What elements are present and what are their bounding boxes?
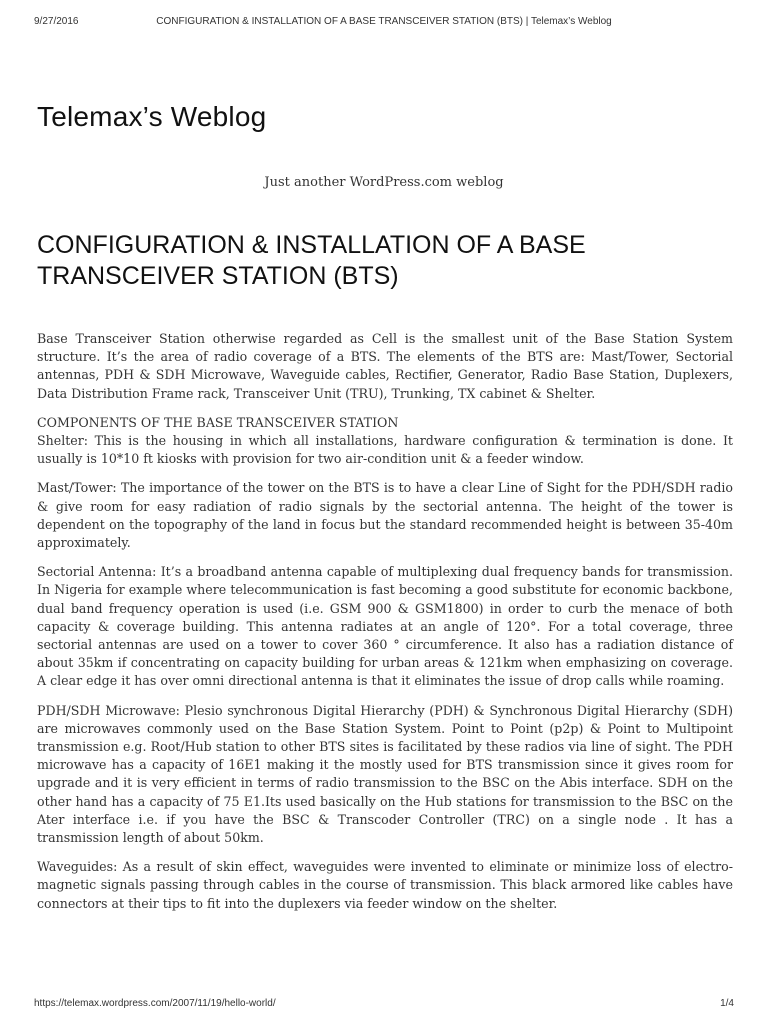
post-paragraph-waveguides: Waveguides: As a result of skin effect, waveguides were invented to eliminate or minimize loss of electro-magnetic signals passing through cables in the course of transmission. This black armored like cables have connectors at their tips to fit into the duplexers via feeder window on the shelter. [37, 859, 733, 911]
post-body [37, 330, 733, 924]
section-heading-components: COMPONENTS OF THE BASE TRANSCEIVER STATION [37, 414, 399, 430]
page-number: 1/4 [720, 998, 734, 1009]
print-footer [34, 998, 734, 1012]
print-date: 9/27/2016 [34, 16, 79, 27]
blog-title-link[interactable]: Telemax’s Weblog [37, 101, 267, 132]
post-paragraph-shelter: Shelter: This is the housing in which all installations, hardware configuration & termination is done. It usually is 10*10 ft kiosks with provision for two air-condition unit & a feeder window. [37, 433, 733, 467]
post-title: CONFIGURATION & INSTALLATION OF A BASE TRANSCEIVER STATION (BTS) [37, 231, 586, 290]
post-paragraph-intro: Base Transceiver Station otherwise regarded as Cell is the smallest unit of the Base Station System structure. It’s the area of radio coverage of a BTS. The elements of the BTS are: Mast/Tower, Sectorial antennas, PDH & SDH Microwave, Waveguide cables, Rectifier, Generator, Radio Base Station, Duplexers, Data Distribution Frame rack, Transceiver Unit (TRU), Trunking, TX cabinet & Shelter. [37, 331, 733, 401]
post-paragraph-microwave: PDH/SDH Microwave: Plesio synchronous Digital Hierarchy (PDH) & Synchronous Digital Hierarchy (SDH) are microwaves commonly used on the Base Station System. Point to Point (p2p) & Point to Multipoint transmission e.g. Root/Hub station to other BTS sites is facilitated by these radios via line of sight. The PDH microwave has a capacity of 16E1 making it the mostly used for BTS transmission since it gives room for upgrade and it is very efficient in terms of radio transmission to the BSC on the Abis interface. SDH on the other hand has a capacity of 75 E1.Its used basically on the Hub stations for transmission to the BSC on the Ater interface i.e. if you have the BSC & Transcoder Controller (TRC) on a single node . It has a transmission length of about 50km. [37, 702, 733, 846]
print-document-title: CONFIGURATION & INSTALLATION OF A BASE TRANSCEIVER STATION (BTS) | Telemax’s Weblog [156, 16, 612, 27]
print-url: https://telemax.wordpress.com/2007/11/19/hello-world/ [34, 998, 276, 1009]
post-paragraph-sectorial-antenna: Sectorial Antenna: It’s a broadband antenna capable of multiplexing dual frequency bands for transmission. In Nigeria for example where telecommunication is fast becoming a good substitute for economic backbone, dual band frequency operation is used (i.e. GSM 900 & GSM1800) in order to curb the menace of both capacity & coverage building. This antenna radiates at an angle of 120°. For a total coverage, three sectorial antennas are used on a tower to cover 360 ° circumference. It also has a radiation distance of about 35km if concentrating on capacity building for urban areas & 121km when emphasizing on coverage. A clear edge it has over omni directional antenna is that it eliminates the issue of drop calls while roaming. [37, 564, 733, 689]
post-body-viewport [0, 330, 768, 960]
blog-tagline: Just another WordPress.com weblog [264, 175, 504, 190]
post-paragraph-mast: Mast/Tower: The importance of the tower on the BTS is to have a clear Line of Sight for the PDH/SDH radio & give room for easy radiation of radio signals by the sectorial antenna. The height of the tower is dependent on the topography of the land in focus but the standard recommended height is between 35-40m approximately. [37, 480, 733, 551]
print-header [34, 16, 734, 30]
